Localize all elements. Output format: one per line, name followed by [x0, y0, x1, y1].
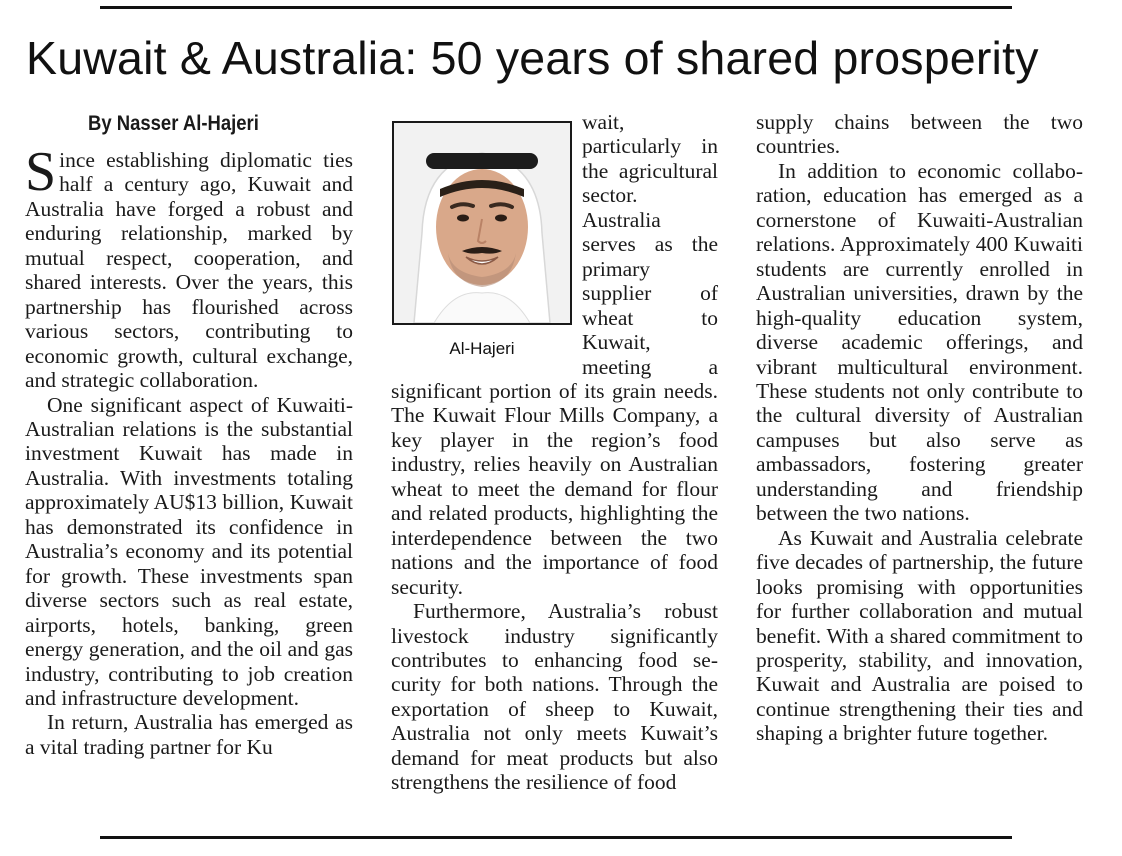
author-photo — [392, 121, 572, 376]
paragraph: In addition to economic collaboration, education has emerged as a cornerstone of Kuwaiti-Australian relations. Approximately 400 Kuwaiti students are currently enrolled in Australian universities, drawn by the high-quality education system, diverse academic offerings, and vibrant multicultural environment. These students not only contribute to the cultural diversity of Australian campuses but also serve as ambassadors, fostering greater understanding and friendship between the two nations. — [756, 158, 1083, 526]
article-column-3 — [756, 110, 1083, 746]
portrait-image — [394, 123, 570, 323]
article-column-2 — [391, 110, 718, 795]
photo-caption: Al-Hajeri — [449, 339, 515, 358]
paragraph — [25, 141, 353, 393]
paragraph: In return, Australia has emerged as a vital trading partner for Ku — [25, 710, 353, 759]
photo-frame — [392, 121, 572, 325]
paragraph: wait, particularly in the agricultural sector. Australia serves as the primary supplier of wheat to Kuwait, meeting a significant portion of its grain needs. The Kuwait Flour Mills Company, a key player in the region’s food industry, relies heavily on Australian wheat to meet the demand for flour and related products, highlighting the interdependence between the two nations and the importance of food security. — [391, 110, 718, 599]
article-column-1 — [25, 141, 353, 759]
paragraph: As Kuwait and Australia celebrate five decades of partnership, the future looks promising with opportunities for further collaboration and mutual benefit. With a shared commitment to prosperity, stability, and innovation, Kuwait and Australia are poised to continue strengthening their ties and shaping a brighter future together. — [756, 525, 1083, 746]
paragraph-text: ince establishing diplomatic ties half a century ago, Kuwait and Australia have forged a robust and enduring relationship, marked by mutual respect, cooperation, and shared interests. Over the years, this partnership has flourished across various sectors, contributing to economic growth, cultural exchange, and strategic collaboration. — [25, 148, 353, 393]
paragraph: supply chains between the two countries. — [756, 110, 1083, 159]
bottom-rule — [100, 836, 1012, 839]
paragraph: One significant aspect of Kuwaiti-Australian relations is the substantial investment Kuwait has made in Australia. With investments totaling approximately AU$13 billion, Kuwait has demonstrated its confidence in Australia’s economy and its potential for growth. These investments span diverse sectors such as real estate, airports, hotels, banking, green energy generation, and the oil and gas industry, contributing to job creation and infrastructure development. — [25, 392, 353, 710]
headline: Kuwait & Australia: 50 years of shared prosperity — [26, 32, 1039, 84]
drop-cap: S — [25, 141, 57, 203]
byline: By Nasser Al-Hajeri — [88, 112, 259, 135]
top-rule — [100, 6, 1012, 9]
paragraph: Furthermore, Australia’s robust livestock industry significantly contributes to enhancing food security for both nations. Through the exportation of sheep to Kuwait, Australia not only meets Kuwait’s demand for meat products but also strengthens the resilience of food — [391, 599, 718, 795]
